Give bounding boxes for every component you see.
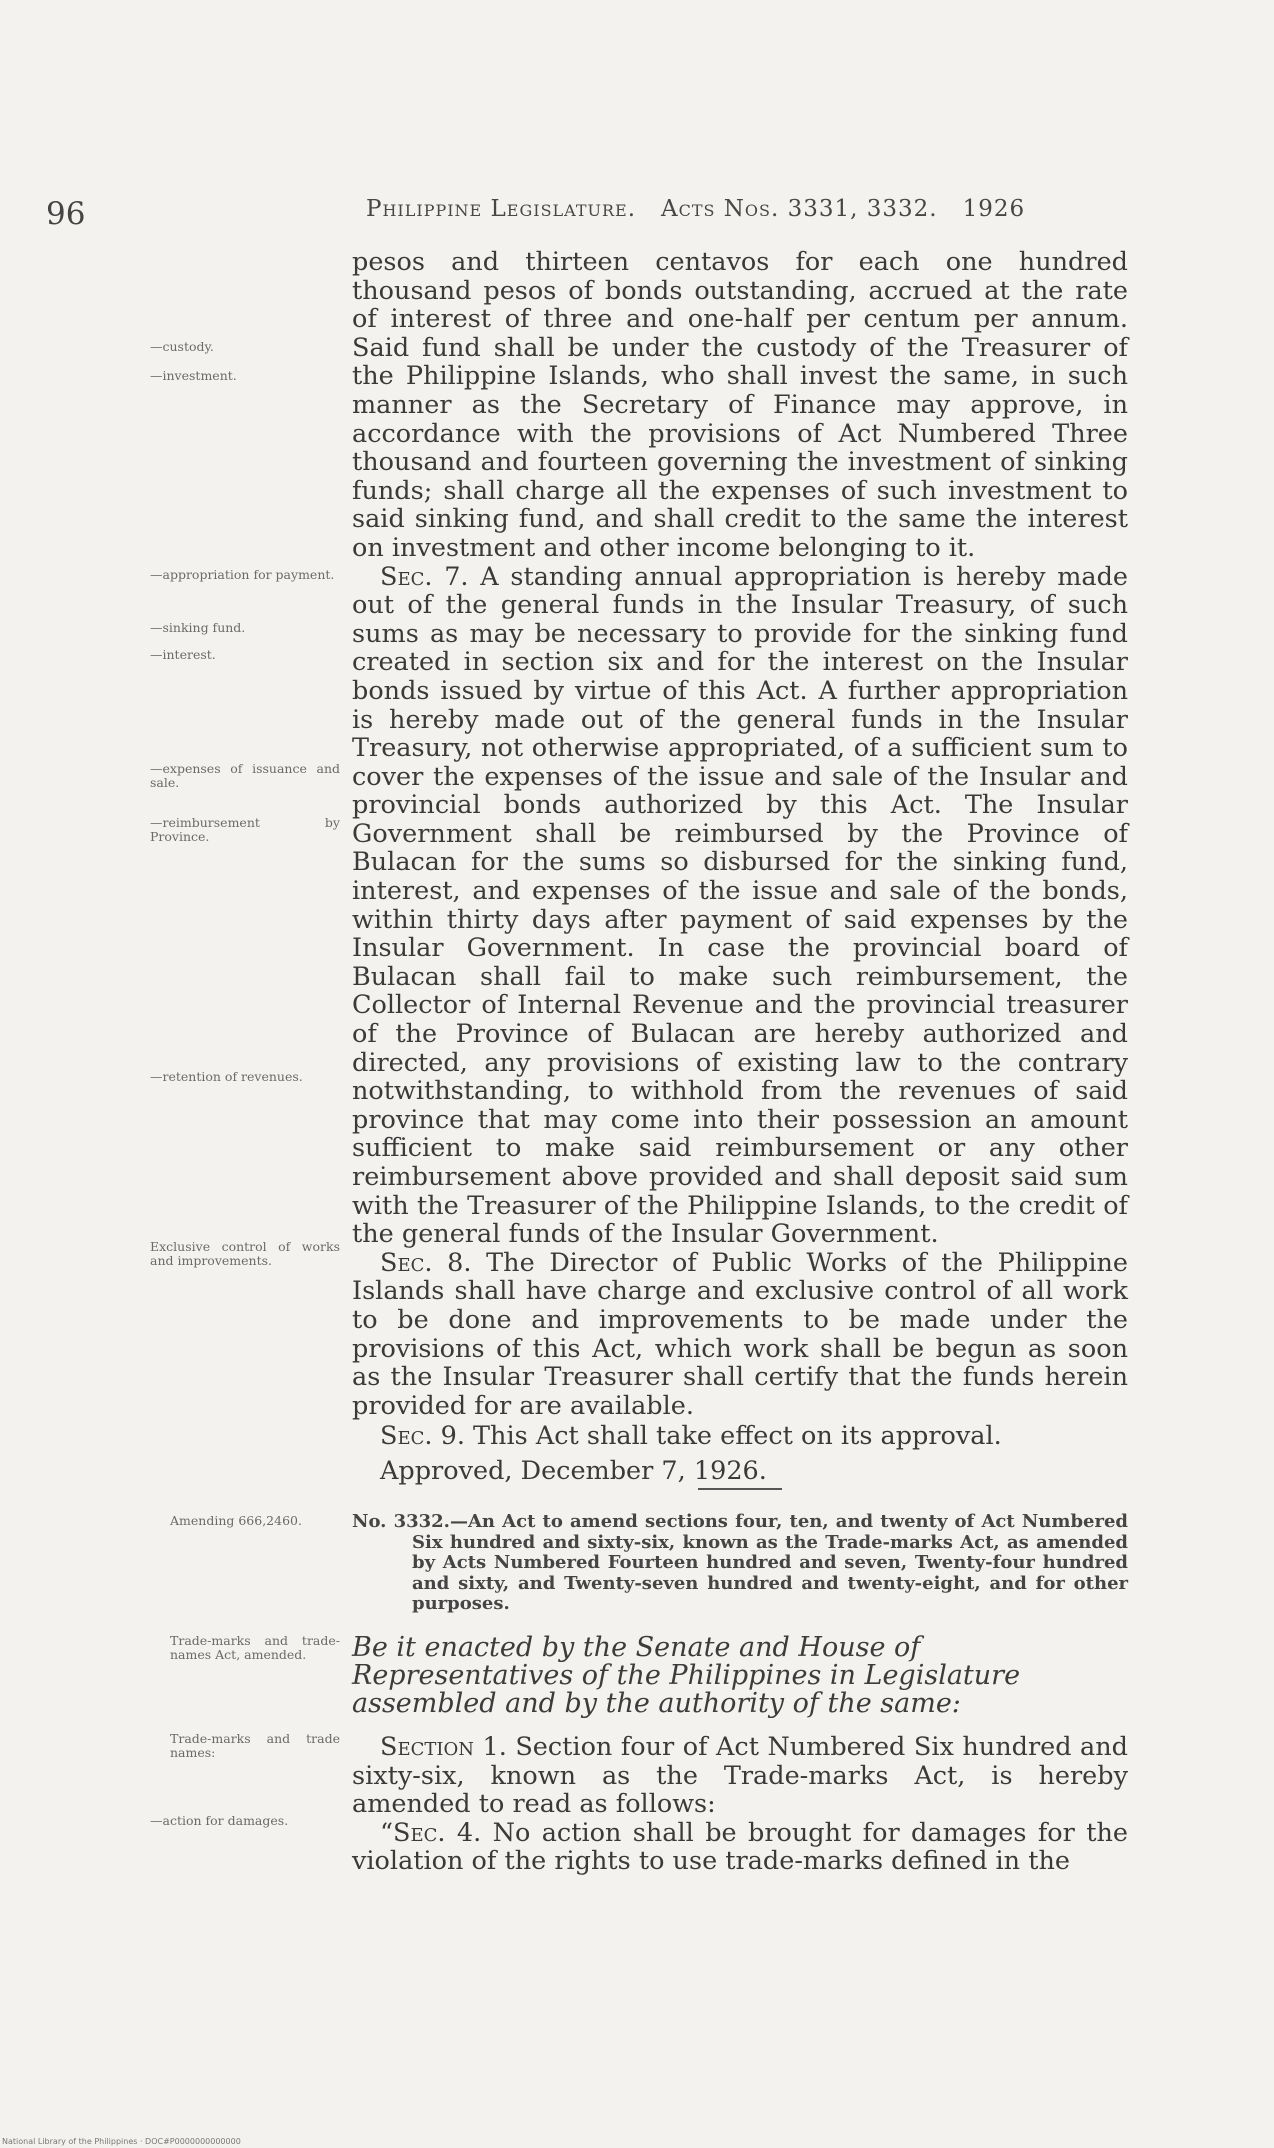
margin-note-retention: —retention of revenues. (150, 1069, 303, 1084)
margin-note-expenses: —expenses of issuance and sale. (150, 761, 340, 790)
margin-note-reimbursement: —reimbursement by Province. (150, 815, 340, 844)
section-7 (352, 563, 1128, 1249)
running-head-acts: Acts Nos. 3331, 3332. (661, 196, 938, 222)
running-head-title: Philippine Legislature. (366, 196, 637, 222)
section-9-label: Sec. 9. (380, 1421, 465, 1452)
act-3332-section-1 (352, 1733, 1128, 1819)
page-number: 96 (46, 196, 86, 232)
act-3332-number: No. 3332. (352, 1511, 450, 1532)
quoted-sec-4-label: “Sec. 4. (380, 1817, 482, 1848)
margin-note-trade-marks-names: Trade-marks and trade names: (170, 1731, 340, 1760)
paragraph-continuation: pesos and thirteen centavos for each one hundred thousand pesos of bonds outstanding, accrued at the rate of interest of three and one-half per centum per annum. Said fund shall be under the custody of the Treasurer of the Philippine Islands, who shall invest the same, in such manner as the Secretary of Finance may approve, in accordance with the provisions of Act Numbered Three thousand and fourteen governing the investment of sinking funds; shall charge all the expenses of such investment to said sinking fund, and shall credit to the same the interest on investment and other income belonging to it. (352, 247, 1128, 563)
act-3332-body (352, 1733, 1128, 1876)
section-9 (352, 1422, 1128, 1451)
act-3332-section-1-text: Section four of Act Numbered Six hundred and sixty-six, known as the Trade-marks Act, is hereby amended to read as follows: (352, 1732, 1128, 1820)
source-footer: National Library of the Philippines · DOC#P0000000000000 (2, 2137, 241, 2146)
margin-note-exclusive-control: Exclusive control of works and improvements. (150, 1239, 340, 1268)
running-head-year: 1926 (962, 196, 1026, 222)
section-8-text: The Director of Public Works of the Philippine Islands shall have charge and exclusive control of all work to be done and improvements to be made under the provisions of this Act, which work shall be begun as soon as the Insular Treasurer shall certify that the funds herein provided for are available. (352, 1247, 1128, 1421)
running-header (366, 196, 1025, 222)
section-divider (698, 1488, 782, 1490)
margin-note-interest: —interest. (150, 647, 216, 662)
main-text-column (352, 248, 1128, 1486)
margin-note-sinking-fund: —sinking fund. (150, 620, 246, 635)
margin-note-action-damages: —action for damages. (150, 1813, 289, 1828)
enacting-clause-text: Be it enacted by the Senate and House of Representatives of the Philippines in Legislature assembled and by the authority of the same: (352, 1632, 1021, 1719)
section-7-label: Sec. 7. (380, 561, 469, 592)
act-3332-section-1-label: Section 1. (380, 1732, 507, 1762)
act-3332-title (352, 1512, 1128, 1615)
act-3332-title-block (352, 1512, 1128, 1615)
margin-note-trade-marks-amended: Trade-marks and trade-names Act, amended. (170, 1633, 340, 1662)
act-3332-title-text: —An Act to amend sections four, ten, and twenty of Act Numbered Six hundred and sixty-six, known as the Trade-marks Act, as amended by Acts Numbered Fourteen hundred and seven, Twenty-four hundred and sixty, and Twenty-seven hundred and twenty-eight, and for other purposes. (412, 1511, 1128, 1614)
margin-note-amending: Amending 666,2460. (170, 1513, 302, 1528)
enacting-clause (352, 1634, 1128, 1718)
margin-note-custody: —custody. (150, 339, 214, 354)
section-8-label: Sec. 8. (380, 1247, 472, 1278)
section-8 (352, 1249, 1128, 1421)
act-3332-quoted-sec-4 (352, 1819, 1128, 1876)
quoted-sec-4-text: No action shall be brought for damages for the violation of the rights to use trade-marks defined in the (352, 1817, 1128, 1877)
approval-date: Approved, December 7, 1926. (380, 1455, 767, 1486)
section-9-text: This Act shall take effect on its approval. (473, 1421, 1002, 1452)
margin-note-investment: —investment. (150, 368, 237, 383)
margin-note-appropriation: —appropriation for payment. (150, 567, 335, 582)
section-7-text: A standing annual appropriation is hereby made out of the general funds in the Insular Treasury, of such sums as may be necessary to provide for the sinking fund created in section six and for the interest on the Insular bonds issued by virtue of this Act. A further appropriation is hereby made out of the general funds in the Insular Treasury, not otherwise appropriated, of a sufficient sum to cover the expenses of the issue and sale of the Insular and provincial bonds authorized by this Act. The Insular Government shall be reimbursed by the Province of Bulacan for the sums so disbursed for the sinking fund, interest, and expenses of the issue and sale of the bonds, within thirty days after payment of said expenses by the Insular Government. In case the provincial board of Bulacan shall fail to make such reimbursement, the Collector of Internal Revenue and the provincial treasurer of the Province of Bulacan are hereby authorized and directed, any provisions of existing law to the contrary notwithstanding, to withhold from the revenues of said province that may come into their possession an amount sufficient to make said reimbursement or any other reimbursement above provided and shall deposit said sum with the Treasurer of the Philippine Islands, to the credit of the general funds of the Insular Government. (352, 561, 1128, 1250)
